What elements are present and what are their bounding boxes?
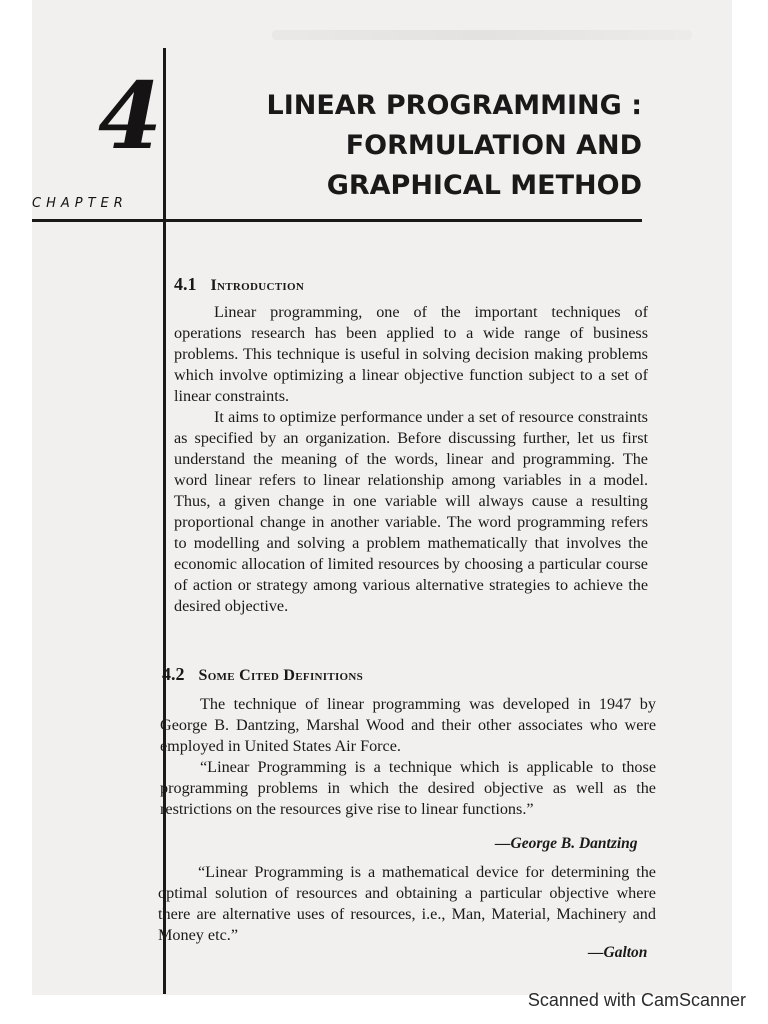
section-title: Introduction <box>210 277 305 294</box>
definition-quote: “Linear Programming is a technique which is applicable to those programming problems in which the desired objective as well as the restrictions on the resources give rise to linear functions.” <box>160 758 656 818</box>
bleed-through-text <box>272 30 692 40</box>
definitions-text <box>160 694 656 820</box>
section-heading-introduction <box>174 274 304 295</box>
paragraph: The technique of linear programming was developed in 1947 by George B. Dantzing, Marshal Wood and their other associates who were employed in United States Air Force. <box>160 695 656 755</box>
chapter-label: CHAPTER <box>32 196 128 211</box>
chapter-title-line: LINEAR PROGRAMMING : <box>266 90 642 121</box>
section-title: Some Cited Definitions <box>198 667 364 684</box>
chapter-title-line: FORMULATION AND <box>345 130 642 161</box>
section-heading-definitions <box>162 664 363 685</box>
vertical-rule <box>163 48 166 994</box>
horizontal-rule <box>32 219 642 222</box>
paragraph: Linear programming, one of the important techniques of operations research has been applied to a wide range of business problems. This technique is useful in solving decision making problems which involve optimizing a linear objective function subject to a set of linear constraints. <box>174 303 648 405</box>
scanner-watermark: Scanned with CamScanner <box>527 990 746 1010</box>
section-number: 4.1 <box>174 274 197 294</box>
section-number: 4.2 <box>162 664 185 684</box>
definitions-text-2 <box>158 862 656 946</box>
chapter-number: 4 <box>98 62 163 170</box>
paragraph: It aims to optimize performance under a set of resource constraints as specified by an organization. Before discussing further, let us first understand the meaning of the words, linear and programming. The word linear refers to linear relationship among variables in a model. Thus, a given change in one variable will always cause a resulting proportional change in another variable. The word programming refers to modelling and solving a problem mathematically that involves the economic allocation of limited resources by choosing a particular course of action or strategy among various alternative strategies to achieve the desired objective. <box>174 408 648 615</box>
quote-attribution: —George B. Dantzing <box>495 835 638 852</box>
introduction-text <box>174 302 648 617</box>
definition-quote: “Linear Programming is a mathematical device for determining the optimal solution of resources and obtaining a particular objective where there are alternative uses of resources, i.e., Man, Material, Machinery and Money etc.” <box>158 863 656 944</box>
quote-attribution: —Galton <box>588 944 648 961</box>
chapter-title <box>267 86 643 206</box>
chapter-title-line: GRAPHICAL METHOD <box>326 170 642 201</box>
